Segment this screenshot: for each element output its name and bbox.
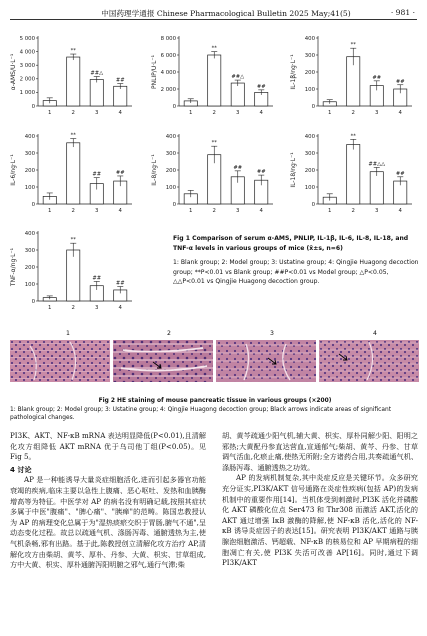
chart-svg	[149, 128, 279, 220]
y-tick-label: 200	[24, 264, 35, 271]
y-tick-label: 300	[304, 52, 315, 59]
bar	[90, 79, 103, 106]
y-tick-label: 0	[311, 201, 315, 208]
y-tick-label: 300	[165, 150, 176, 157]
chart-il1b	[288, 30, 418, 122]
body-paragraph: PI3K、AKT、NF-κB mRNA 表达明显降低(P<0.01),且清解化攻方组降低 AKT mRNA 优于乌司他丁组(P<0.05)。见 Fig 5。	[10, 431, 206, 462]
x-tick-label: 4	[259, 208, 263, 214]
body-paragraph: 胡、黄芩疏通少阳气机,辅大黄、枳实、厚朴同解少阳、阳明之邪热;大黄配丹参直达营血,宣通郁气;柴胡、黄芩、丹参、甘草调气活血,化瘀止痛,使热无所附;全方诸药合用,共奏疏通气机、涤肠泻毒、通腑透热之功效。	[222, 431, 418, 472]
x-tick-label: 2	[351, 208, 355, 214]
he-micrographs	[0, 330, 427, 390]
chart-il18	[288, 128, 418, 220]
significance-mark: ##	[115, 77, 125, 84]
body-paragraph: AP 的发病机制复杂,其中炎症反应是关键环节。众多研究充分证实,PI3K/AKT 信号通路在炎症性疾病(包括 AP)的发病机制中的重要作用[14]。当机体受到刺激时,PI3K 活化并磷酸化 AKT 磷酸化位点 Ser473 和 Thr308 而激活 AKT,活化的 AKT 通过增强 IκB 激酶的降解,使 NF-κB 活化,活化的 NF-κB 诱导炎症因子的表达[15]。研究表明 PI3K/AKT 通路与胰腺泡细胞激活、钙超载、NF-κB 的核易位和 AP 早期病程的细胞凋亡有关,使 PI3K 失活可改善 AP[16]。同时,通过下调 PI3K/AKT	[222, 473, 418, 568]
significance-mark: **	[70, 237, 76, 244]
significance-mark: ##△	[90, 70, 104, 77]
y-tick-label: 6 000	[160, 52, 176, 59]
y-tick-label: 300	[304, 150, 315, 157]
x-tick-label: 3	[375, 208, 379, 214]
micrograph-model	[113, 340, 213, 382]
x-tick-label: 3	[375, 110, 379, 116]
x-tick-label: 2	[212, 110, 216, 116]
bar	[347, 145, 360, 205]
y-tick-label: 0	[31, 298, 35, 305]
fig1-title: Fig 1 Comparison of serum α-AMS, PNLIP, IL-1β, IL-6, IL-8, IL-18, and TNF-α levels in various groups of mice (x̄±s, n=6)	[173, 235, 409, 252]
y-axis-label: IL-6/ng·L⁻¹	[10, 154, 17, 186]
significance-mark: **	[70, 132, 76, 139]
y-tick-label: 400	[24, 230, 35, 237]
y-tick-label: 0	[311, 103, 315, 110]
significance-mark: ##	[92, 171, 102, 178]
chart-svg	[8, 30, 138, 122]
x-tick-label: 3	[95, 305, 99, 311]
y-tick-label: 400	[24, 133, 35, 140]
significance-mark: **	[70, 48, 76, 55]
y-axis-label: PNLIP/U·L⁻¹	[151, 54, 158, 90]
y-tick-label: 100	[24, 184, 35, 191]
significance-mark: **	[350, 133, 356, 140]
y-tick-label: 2 000	[19, 76, 35, 83]
bar	[231, 83, 244, 106]
chart-svg	[8, 128, 138, 220]
x-tick-label: 2	[351, 110, 355, 116]
bar	[114, 86, 127, 106]
chart-svg	[149, 30, 279, 122]
y-tick-label: 0	[172, 201, 176, 208]
x-tick-label: 2	[71, 208, 75, 214]
x-tick-label: 2	[212, 208, 216, 214]
x-tick-label: 4	[398, 208, 402, 214]
x-tick-label: 1	[328, 208, 332, 214]
y-axis-label: α-AMS/U·L⁻¹	[10, 53, 17, 91]
y-tick-label: 4 000	[19, 49, 35, 56]
micro-label-3: 3	[270, 330, 274, 337]
y-tick-label: 100	[165, 184, 176, 191]
chart-pnlip	[149, 30, 279, 122]
x-tick-label: 2	[71, 110, 75, 116]
y-tick-label: 200	[24, 167, 35, 174]
significance-mark: ##	[115, 280, 125, 287]
micro-label-1: 1	[66, 330, 70, 337]
micrograph-blank	[10, 340, 110, 382]
journal-header: 中国药理学通报 Chinese Pharmacological Bulletin 2025 May;41(5)	[101, 9, 351, 18]
x-tick-label: 1	[48, 208, 52, 214]
x-tick-label: 4	[118, 208, 122, 214]
chart-amams	[8, 30, 138, 122]
y-tick-label: 200	[304, 69, 315, 76]
chart-svg	[288, 30, 418, 122]
x-tick-label: 3	[95, 208, 99, 214]
running-header	[0, 0, 427, 24]
y-tick-label: 300	[24, 247, 35, 254]
significance-mark: ##	[92, 275, 102, 282]
x-tick-label: 1	[189, 110, 193, 116]
chart-svg	[8, 225, 138, 317]
significance-mark: ##△	[231, 74, 245, 81]
y-tick-label: 200	[304, 167, 315, 174]
bar	[67, 57, 80, 106]
x-tick-label: 1	[189, 208, 193, 214]
y-tick-label: 200	[165, 167, 176, 174]
x-tick-label: 3	[95, 110, 99, 116]
body-column-right	[222, 431, 418, 569]
chart-il6	[8, 128, 138, 220]
y-tick-label: 2 000	[160, 86, 176, 93]
y-tick-label: 0	[31, 201, 35, 208]
x-tick-label: 4	[118, 305, 122, 311]
y-tick-label: 1 000	[19, 90, 35, 97]
bar	[208, 55, 221, 106]
bar	[370, 172, 383, 204]
micro-label-4: 4	[373, 330, 377, 337]
chart-tnfa	[8, 225, 138, 317]
fig2-title: Fig 2 HE staining of mouse pancreatic tissue in various groups (×200)	[98, 398, 332, 404]
bar	[67, 143, 80, 204]
x-tick-label: 4	[398, 110, 402, 116]
y-tick-label: 300	[24, 150, 35, 157]
x-tick-label: 1	[48, 110, 52, 116]
x-tick-label: 1	[48, 305, 52, 311]
y-tick-label: 400	[304, 35, 315, 42]
chart-svg	[288, 128, 418, 220]
y-tick-label: 100	[24, 281, 35, 288]
significance-mark: ##	[256, 83, 266, 90]
y-axis-label: IL-1β/ng·L⁻¹	[290, 54, 297, 90]
y-axis-label: TNF-α/ng·L⁻¹	[10, 247, 17, 287]
chart-il8	[149, 128, 279, 220]
y-tick-label: 3 000	[19, 63, 35, 69]
significance-mark: ##	[233, 164, 243, 171]
y-axis-label: IL-18/ng·L⁻¹	[290, 152, 297, 188]
fig2-legend: 1: Blank group; 2: Model group; 3: Ustatine group; 4: Qingjie Huagong decoction group; Black arrows indicate areas of significant pathological changes.	[10, 406, 392, 422]
micrograph-ustatine	[216, 340, 316, 382]
y-tick-label: 5 000	[19, 35, 35, 42]
significance-mark: **	[350, 42, 356, 49]
y-tick-label: 400	[165, 133, 176, 140]
micro-label-2: 2	[167, 330, 171, 337]
section-heading: 4 讨论	[10, 464, 32, 474]
y-tick-label: 8 000	[160, 35, 176, 42]
x-tick-label: 3	[236, 208, 240, 214]
y-axis-label: IL-8/ng·L⁻¹	[151, 154, 158, 186]
significance-mark: ##	[395, 170, 405, 177]
y-tick-label: 4 000	[160, 69, 176, 76]
significance-mark: ##	[115, 169, 125, 176]
x-tick-label: 2	[71, 305, 75, 311]
y-tick-label: 400	[304, 133, 315, 140]
significance-mark: **	[211, 140, 217, 147]
significance-mark: ##	[395, 78, 405, 85]
y-tick-label: 100	[304, 184, 315, 191]
header-rule	[10, 19, 417, 20]
y-tick-label: 0	[31, 103, 35, 110]
significance-mark: ##	[372, 74, 382, 81]
significance-mark: ##	[256, 169, 266, 176]
x-tick-label: 1	[328, 110, 332, 116]
fig2-caption	[10, 397, 420, 423]
body-column-left	[10, 431, 206, 571]
micrograph-qingjie	[319, 340, 419, 382]
significance-mark: ##△△	[368, 161, 386, 168]
body-paragraph: AP 是一种能诱导大量炎症细胞活化,进而引起多器官功能衰竭的疾病,临床主要以急性上腹痛、恶心呕吐、发热和血胰酶增高等为特征。中医学对 AP 的病名没有明确记载,按照其症状多属于中医"腹痛"、"脾心痛"、"胰瘅"的范畴。陈国忠教授认为 AP 的病理变化总属于为"湿热痰瘀交织于胃肠,腑气不通",呈动态变化过程。故总以疏通气机、涤肠泻毒、通腑透热为主,使气机条畅,邪有出路。基于此,陈教授创立清解化攻方治疗 AP,清解化攻方由柴胡、黄芩、厚朴、丹参、大黄、枳实、甘草组成,方中大黄、枳实、厚朴通腑泻阳明腑之邪气,通行气滞;柴	[10, 475, 206, 570]
x-tick-label: 4	[118, 110, 122, 116]
fig1-legend: 1: Blank group; 2: Model group; 3: Ustatine group; 4: Qingjie Huagong decoction group; **P<0.01 vs Blank group; ##P<0.01 vs Model group; △P<0.05, △△P<0.01 vs Qingjie Huagong decoction group.	[173, 259, 419, 286]
bar	[67, 250, 80, 301]
page-number: · 981 ·	[390, 8, 415, 17]
x-tick-label: 4	[259, 110, 263, 116]
fig1-caption	[173, 234, 421, 287]
significance-mark: **	[211, 45, 217, 52]
y-tick-label: 0	[172, 103, 176, 110]
x-tick-label: 3	[236, 110, 240, 116]
y-tick-label: 100	[304, 86, 315, 93]
